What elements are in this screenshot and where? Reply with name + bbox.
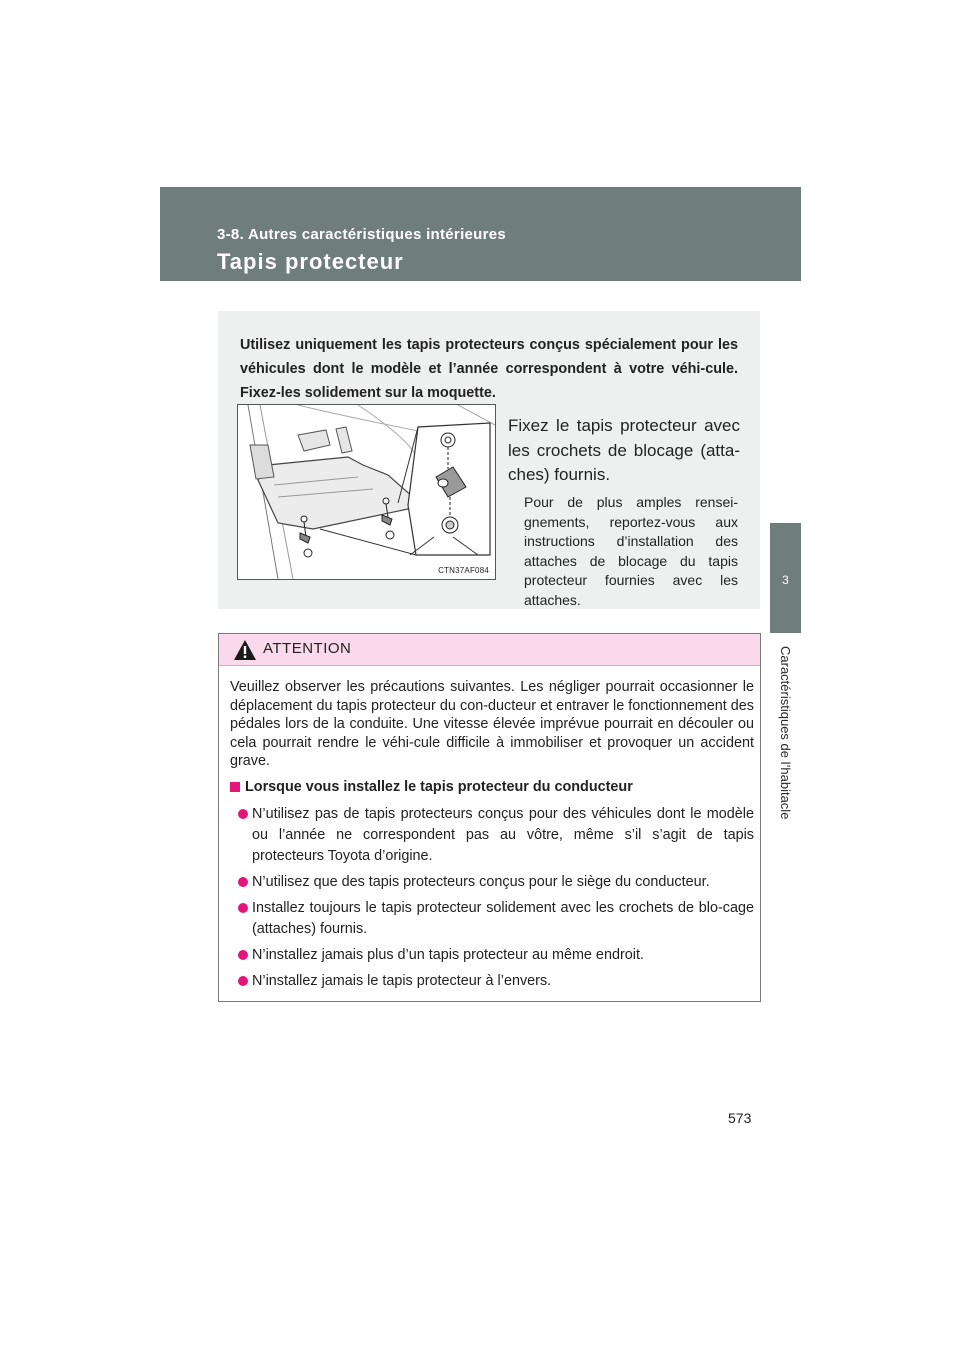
list-item-text: N’utilisez pas de tapis protecteurs conçus pour des véhicules dont le modèle ou l’année ne correspondent pas au vôtre, même s’il s’agit de tapis protecteurs Toyota d’origine. [252, 805, 754, 864]
dot-bullet-icon [238, 877, 248, 887]
chapter-title: Caractéristiques de l’habitacle [778, 646, 793, 820]
list-item [230, 945, 754, 966]
floor-mat-illustration [237, 404, 496, 580]
section-label: 3-8. Autres caractéristiques intérieures [217, 226, 507, 243]
figure-code: CTN37AF084 [438, 566, 489, 575]
list-item [230, 971, 754, 992]
list-item-text: N’installez jamais le tapis protecteur à l’envers. [252, 972, 552, 989]
intro-text: Utilisez uniquement les tapis protecteurs conçus spécialement pour les véhicules dont le modèle et l’année correspondent à votre véhi-cule. Fixez-les solidement sur la moquette. [240, 337, 738, 402]
list-item-text: N’utilisez que des tapis protecteurs conçus pour le siège du conducteur. [252, 873, 710, 890]
square-bullet-icon [230, 782, 240, 792]
floor-mat-drawing [238, 405, 495, 579]
list-item [230, 898, 754, 940]
warning-header [219, 634, 760, 666]
chapter-tab [770, 523, 801, 633]
list-item [230, 872, 754, 893]
dot-bullet-icon [238, 809, 248, 819]
instruction-text: Fixez le tapis protecteur avec les crochets de blocage (atta-ches) fournis. [508, 416, 740, 484]
page-header [160, 187, 801, 281]
list-item [230, 804, 754, 867]
warning-title: ATTENTION [263, 640, 352, 657]
dot-bullet-icon [238, 903, 248, 913]
instruction-note: Pour de plus amples rensei-gnements, reportez-vous aux instructions d’installation des attaches de blocage du tapis protecteur fournies avec les attaches. [524, 494, 738, 608]
warning-subheading-text: Lorsque vous installez le tapis protecteur du conducteur [245, 778, 633, 795]
warning-subheading [230, 775, 754, 799]
dot-bullet-icon [238, 976, 248, 986]
warning-content [230, 678, 754, 992]
page-title: Tapis protecteur [217, 249, 404, 274]
chapter-number: 3 [782, 573, 789, 587]
page-number: 573 [728, 1110, 752, 1126]
list-item-text: N’installez jamais plus d’un tapis protecteur au même endroit. [252, 946, 644, 963]
warning-intro: Veuillez observer les précautions suivantes. Les négliger pourrait occasionner le déplacement du tapis protecteur du con-ducteur et entraver le fonctionnement des pédales lors de la conduite. Une vitesse élevée imprévue pourrait en découler ou cela pourrait rendre le véhi-cule difficile à immobiliser et provoquer un accident grave. [230, 679, 754, 769]
dot-bullet-icon [238, 950, 248, 960]
warning-triangle-icon [233, 639, 257, 661]
intro-box [218, 311, 760, 609]
list-item-text: Installez toujours le tapis protecteur solidement avec les crochets de blo-cage (attaches) fournis. [252, 899, 754, 937]
warning-box [218, 633, 761, 1002]
